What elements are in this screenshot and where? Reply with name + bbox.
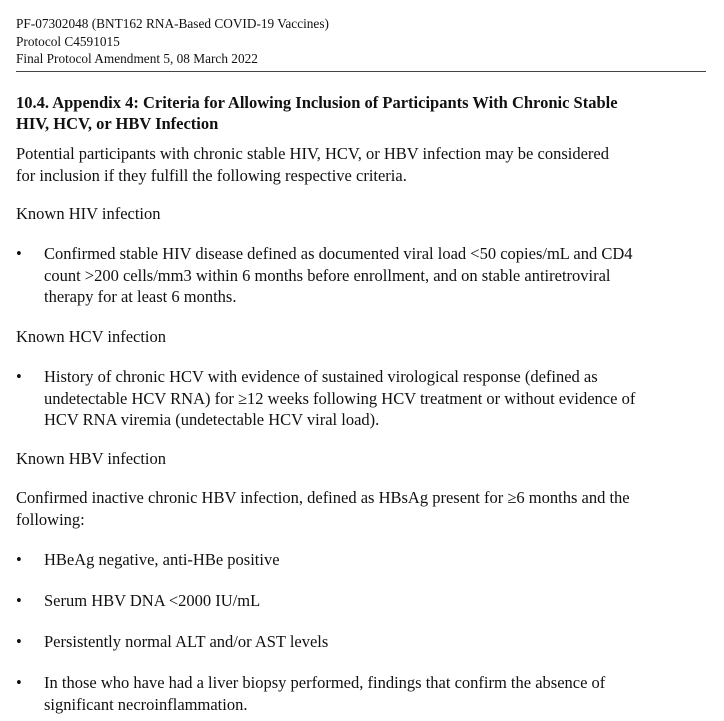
bullet-marker: • (16, 367, 22, 386)
product-name: PF-07302048 (BNT162 RNA-Based COVID-19 Vaccines) (16, 16, 329, 31)
hiv-bullet-text (44, 243, 716, 308)
bullet-line: In those who have had a liver biopsy performed, findings that confirm the absence of (44, 673, 606, 692)
section-title-line: HIV, HCV, or HBV Infection (16, 114, 219, 133)
hbv-bullet-text (44, 672, 716, 715)
intro-line: for inclusion if they fulfill the following respective criteria. (16, 165, 407, 185)
bullet-line: therapy for at least 6 months. (44, 287, 237, 306)
header-divider (16, 71, 706, 72)
protocol-number: Protocol C4591015 (16, 33, 120, 49)
hcv-bullet-text (44, 366, 716, 431)
bullet-marker: • (16, 673, 22, 692)
hiv-heading: Known HIV infection (16, 204, 161, 223)
bullet-line: Confirmed stable HIV disease defined as documented viral load <50 copies/mL and CD4 (44, 244, 633, 263)
bullet-line: Serum HBV DNA <2000 IU/mL (44, 591, 261, 610)
hbv-bullet-text (44, 590, 716, 612)
bullet-marker: • (16, 244, 22, 263)
hbv-intro-line: following: (16, 509, 85, 529)
amendment-info: Final Protocol Amendment 5, 08 March 2022 (16, 51, 258, 66)
bullet-marker: • (16, 632, 22, 651)
document-header (16, 15, 329, 68)
bullet-marker: • (16, 550, 22, 569)
bullet-line: undetectable HCV RNA) for ≥12 weeks following HCV treatment or without evidence of (44, 388, 636, 408)
hcv-heading: Known HCV infection (16, 327, 167, 346)
intro-paragraph (16, 143, 716, 186)
hbv-bullet-text (44, 549, 716, 571)
bullet-line: count >200 cells/mm3 within 6 months before enrollment, and on stable antiretroviral (44, 265, 611, 285)
bullet-line: Persistently normal ALT and/or AST levels (44, 632, 329, 651)
bullet-line: HBeAg negative, anti-HBe positive (44, 550, 280, 569)
bullet-line: significant necroinflammation. (44, 694, 248, 714)
section-title (16, 92, 716, 134)
bullet-marker: • (16, 591, 22, 610)
bullet-line: HCV RNA viremia (undetectable HCV viral load). (44, 410, 380, 429)
section-title-line: 10.4. Appendix 4: Criteria for Allowing Inclusion of Participants With Chronic Stable (16, 93, 618, 112)
bullet-line: History of chronic HCV with evidence of sustained virological response (defined as (44, 367, 598, 386)
hbv-bullet-text (44, 631, 716, 653)
hbv-intro-line: Confirmed inactive chronic HBV infection, defined as HBsAg present for ≥6 months and the (16, 488, 630, 507)
hbv-intro (16, 487, 716, 530)
intro-line: Potential participants with chronic stable HIV, HCV, or HBV infection may be considered (16, 144, 609, 163)
hbv-heading: Known HBV infection (16, 449, 167, 468)
